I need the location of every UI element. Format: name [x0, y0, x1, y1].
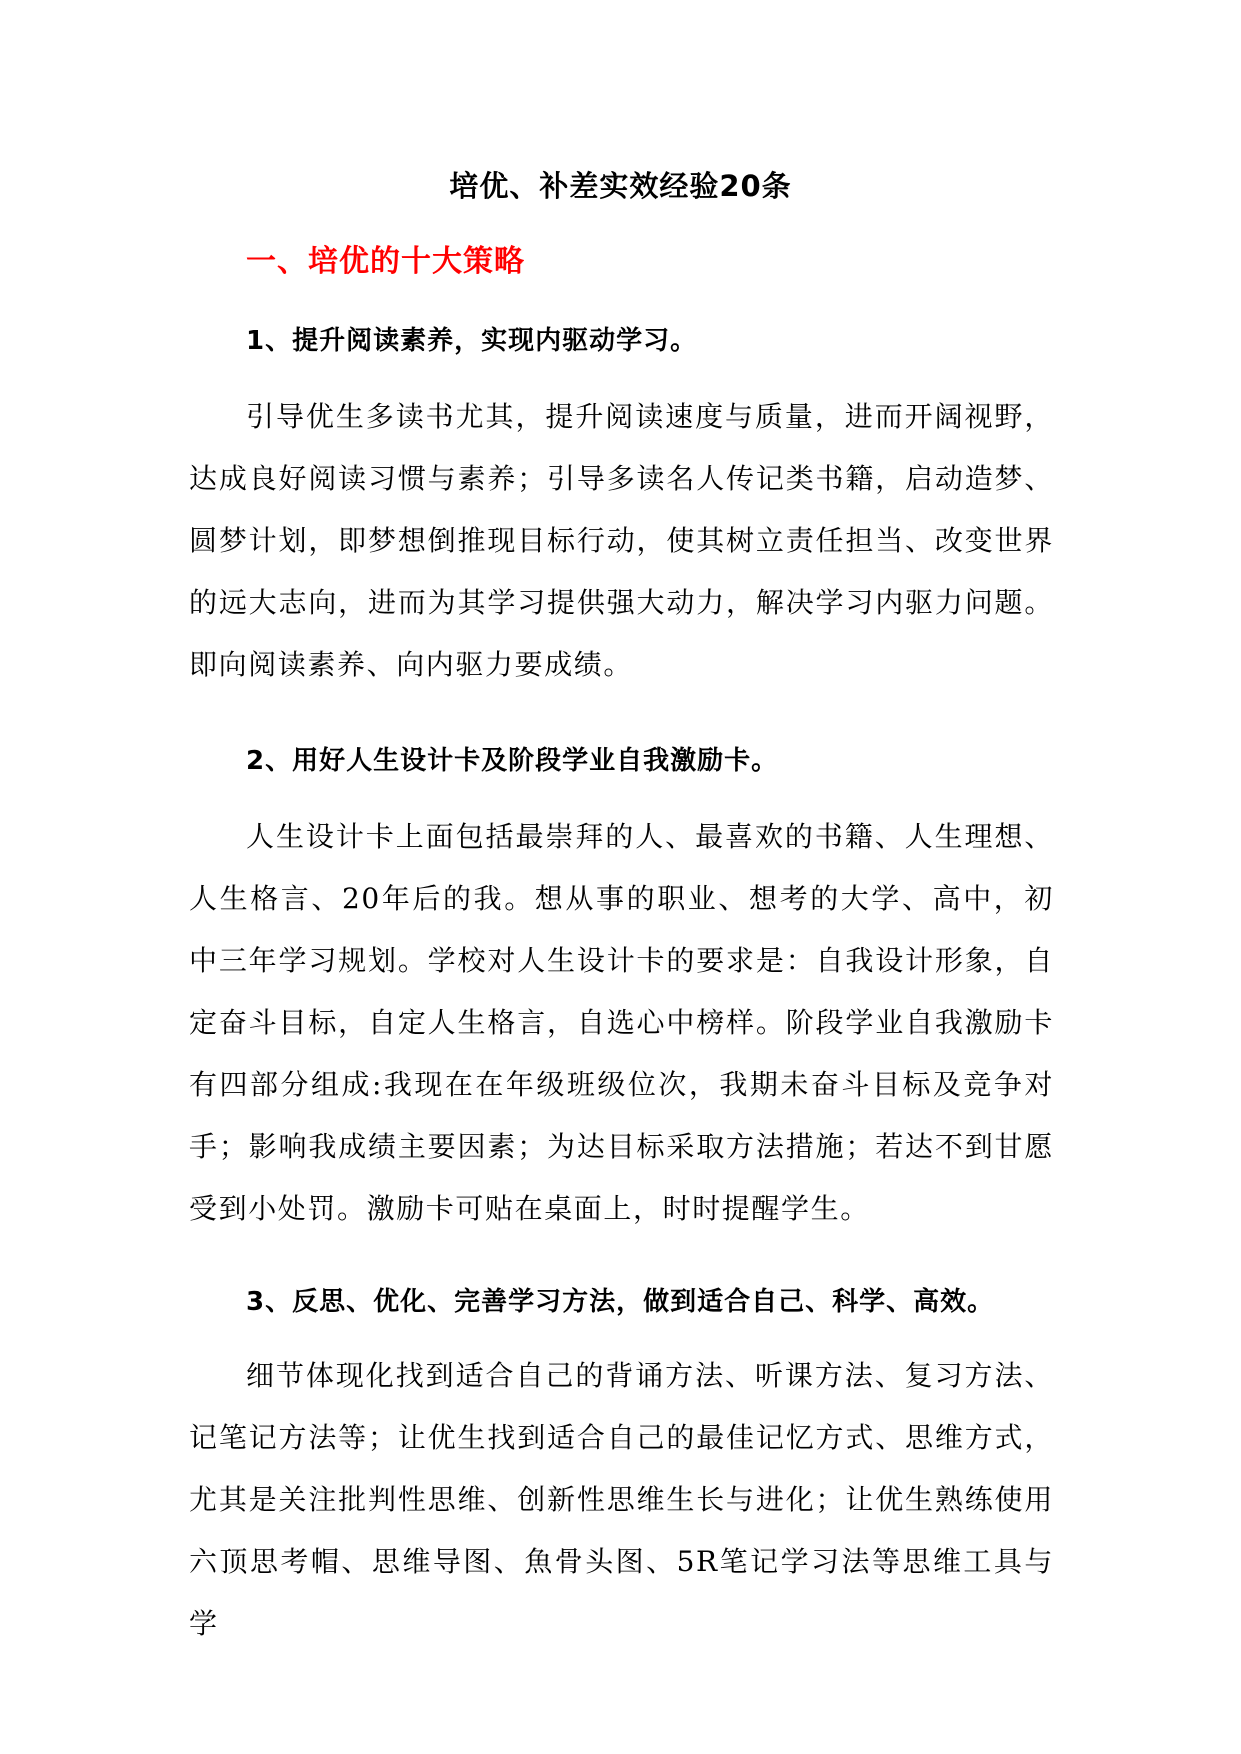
item-3-heading: 3、反思、优化、完善学习方法，做到适合自己、科学、高效。 [246, 1287, 995, 1317]
item-1-paragraph: 引导优生多读书尤其，提升阅读速度与质量，进而开阔视野，达成良好阅读习惯与素养；引导多读名人传记类书籍，启动造梦、圆梦计划，即梦想倒推现目标行动，使其树立责任担当、改变世界的远大志向，进而为其学习提供强大动力，解决学习内驱力问题。即向阅读素养、向内驱力要成绩。 [189, 400, 1054, 681]
item-2-paragraph: 人生设计卡上面包括最崇拜的人、最喜欢的书籍、人生理想、人生格言、20年后的我。想从事的职业、想考的大学、高中，初中三年学习规划。学校对人生设计卡的要求是：自我设计形象，自定奋斗目标，自定人生格言，自选心中榜样。阶段学业自我激励卡有四部分组成:我现在在年级班级位次，我期未奋斗目标及竞争对手；影响我成绩主要因素；为达目标采取方法措施；若达不到甘愿受到小处罚。激励卡可贴在桌面上，时时提醒学生。 [189, 820, 1054, 1225]
section-heading: 一、培优的十大策略 [246, 244, 525, 279]
item-3-paragraph: 细节体现化找到适合自己的背诵方法、听课方法、复习方法、记笔记方法等；让优生找到适合自己的最佳记忆方式、思维方式，尤其是关注批判性思维、创新性思维生长与进化；让优生熟练使用六顶思考帽、思维导图、魚骨头图、5R笔记学习法等思维工具与学 [189, 1359, 1054, 1640]
item-2-heading: 2、用好人生设计卡及阶段学业自我激励卡。 [246, 746, 779, 776]
document-title: 培优、补差实效经验20条 [449, 169, 792, 203]
item-1-heading: 1、提升阅读素养，实现内驱动学习。 [246, 326, 698, 356]
